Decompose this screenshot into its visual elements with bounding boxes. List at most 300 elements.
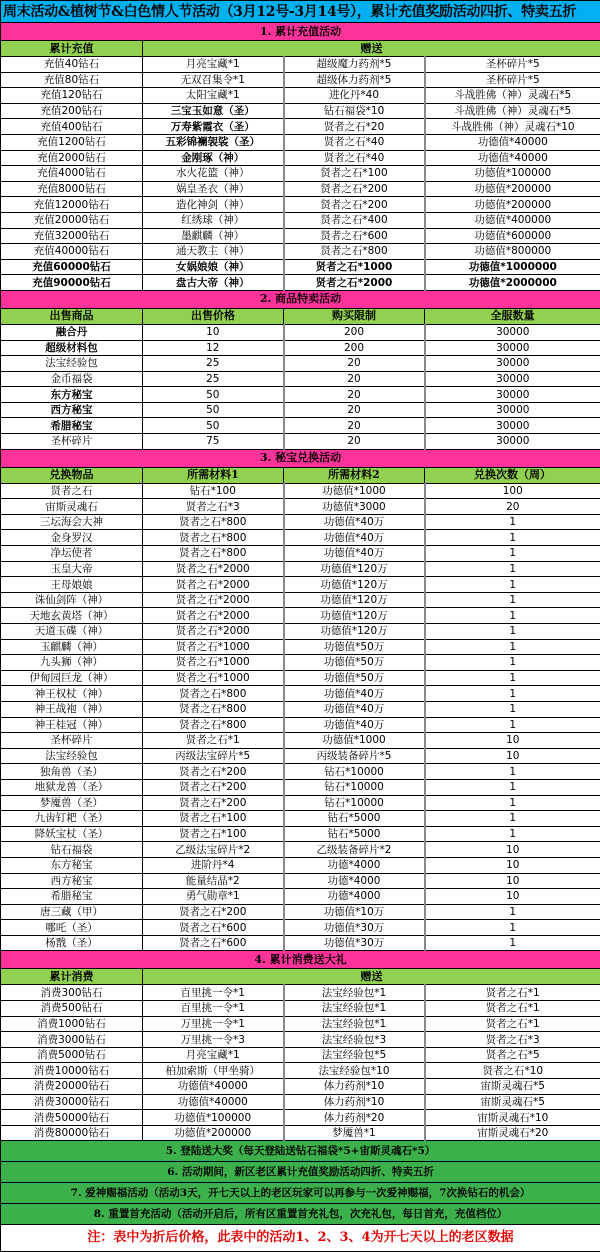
table-cell-c2: 功德值*120万	[284, 561, 425, 577]
section-4-rows	[1, 985, 600, 1141]
table-cell-c0: 圣杯碎片	[1, 733, 143, 749]
table-row	[1, 748, 600, 764]
table-cell-c3: 功德值*1000000	[425, 259, 600, 275]
table-cell-c3: 30000	[425, 340, 600, 356]
table-cell-c0: 神王权杖（神）	[1, 686, 143, 702]
table-cell-c0: 玉皇大帝	[1, 561, 143, 577]
table-row	[1, 985, 600, 1001]
table-cell-c2: 功德值*40万	[284, 701, 425, 717]
table-cell-c0: 独角兽（圣）	[1, 764, 143, 780]
table-cell-c2: 钻石*10000	[284, 779, 425, 795]
table-cell-c3: 1	[425, 577, 600, 593]
table-cell-c3: 1	[425, 639, 600, 655]
table-row	[1, 546, 600, 562]
section-3-title: 3. 秘宝兑换活动	[1, 449, 600, 467]
table-row	[1, 608, 600, 624]
section-1-rows	[1, 57, 600, 291]
table-cell-c2: 功德值*30万	[284, 920, 425, 936]
table-cell-c0: 充值8000钻石	[1, 181, 143, 197]
table-cell-c0: 三坛海会大神	[1, 514, 143, 530]
table-row	[1, 57, 600, 73]
table-cell-c0: 西方秘宝	[1, 873, 143, 889]
table-cell-c3: 圣杯碎片*5	[425, 72, 600, 88]
table-row	[1, 1001, 600, 1017]
table-row	[1, 561, 600, 577]
table-cell-c0: 唐三藏（甲）	[1, 904, 143, 920]
table-cell-c1: 贤者之石*2000	[143, 577, 284, 593]
table-cell-c2: 贤者之石*200	[284, 197, 425, 213]
table-row	[1, 134, 600, 150]
table-cell-c2: 钻石*10000	[284, 764, 425, 780]
table-cell-c1: 无双召集令*1	[143, 72, 284, 88]
table-row	[1, 514, 600, 530]
section-7-text: 7. 爱神赐福活动（活动3天，开七天以上的老区玩家可以再参与一次爱神赐福，7次换钻石的机会）	[1, 1183, 600, 1204]
table-cell-c3: 30000	[425, 356, 600, 372]
section-2-title: 2. 商品特卖活动	[1, 290, 600, 308]
table-cell-c1: 贤者之石*100	[143, 826, 284, 842]
table-row	[1, 592, 600, 608]
table-row	[1, 181, 600, 197]
table-cell-c1: 造化神剑（神）	[143, 197, 284, 213]
table-cell-c1: 贤者之石*200	[143, 764, 284, 780]
table-cell-c3: 1	[425, 779, 600, 795]
table-cell-c1: 女娲娘娘（神）	[143, 259, 284, 275]
table-cell-c1: 25	[143, 371, 284, 387]
section-1-title: 1. 累计充值活动	[1, 23, 600, 41]
table-cell-c3: 1	[425, 561, 600, 577]
table-cell-c1: 万寿紫霞衣（圣）	[143, 119, 284, 135]
table-cell-c0: 消费80000钻石	[1, 1125, 143, 1141]
table-cell-c1: 贤者之石*800	[143, 717, 284, 733]
section-8-text: 8. 重置首充活动（活动开启后，所有区重置首充礼包，次充礼包，每日首充，充值档位）	[1, 1204, 600, 1225]
col-header-item: 出售商品	[1, 308, 143, 324]
table-row	[1, 1032, 600, 1048]
table-cell-c1: 通天教主（神）	[143, 244, 284, 260]
table-cell-c1: 贤者之石*1000	[143, 639, 284, 655]
table-cell-c2: 功德值*50万	[284, 655, 425, 671]
table-cell-c1: 墨麒麟（神）	[143, 228, 284, 244]
table-cell-c2: 贤者之石*1000	[284, 259, 425, 275]
table-cell-c1: 红绣球（神）	[143, 212, 284, 228]
table-cell-c3: 贤者之石*10	[425, 1063, 600, 1079]
table-cell-c0: 充值20000钻石	[1, 212, 143, 228]
table-cell-c2: 乙级装备碎片*2	[284, 842, 425, 858]
table-cell-c2: 超级魔力药剂*5	[284, 57, 425, 73]
table-row	[1, 371, 600, 387]
table-cell-c1: 贤者之石*800	[143, 514, 284, 530]
table-row	[1, 72, 600, 88]
table-cell-c1: 贤者之石*2000	[143, 608, 284, 624]
section-2-rows	[1, 324, 600, 449]
table-cell-c0: 超级材料包	[1, 340, 143, 356]
table-row	[1, 1016, 600, 1032]
table-cell-c0: 消费10000钻石	[1, 1063, 143, 1079]
table-cell-c3: 1	[425, 546, 600, 562]
table-cell-c1: 太阳宝藏*1	[143, 88, 284, 104]
table-cell-c0: 哪吒（圣）	[1, 920, 143, 936]
table-row	[1, 935, 600, 951]
table-cell-c3: 功德值*100000	[425, 166, 600, 182]
table-cell-c1: 50	[143, 418, 284, 434]
table-row	[1, 166, 600, 182]
table-cell-c1: 贤者之石*200	[143, 904, 284, 920]
table-cell-c0: 西方秘宝	[1, 402, 143, 418]
table-cell-c2: 功德*4000	[284, 873, 425, 889]
table-cell-c1: 月亮宝藏*1	[143, 1047, 284, 1063]
table-cell-c0: 希腊秘宝	[1, 418, 143, 434]
table-cell-c3: 1	[425, 530, 600, 546]
table-cell-c2: 钻石*5000	[284, 811, 425, 827]
table-cell-c0: 九齿钉耙（圣）	[1, 811, 143, 827]
table-cell-c3: 1	[425, 686, 600, 702]
table-row	[1, 418, 600, 434]
table-cell-c0: 降妖宝杖（圣）	[1, 826, 143, 842]
table-cell-c1: 贤者之石*600	[143, 920, 284, 936]
table-cell-c3: 1	[425, 826, 600, 842]
table-cell-c2: 法宝经验包*10	[284, 1063, 425, 1079]
table-cell-c0: 东方秘宝	[1, 387, 143, 403]
table-cell-c1: 功德值*200000	[143, 1125, 284, 1141]
table-cell-c0: 充值80钻石	[1, 72, 143, 88]
table-cell-c0: 充值400钻石	[1, 119, 143, 135]
table-cell-c1: 金刚琢（神）	[143, 150, 284, 166]
table-row	[1, 530, 600, 546]
table-cell-c2: 20	[284, 387, 425, 403]
table-cell-c2: 功德*4000	[284, 889, 425, 905]
table-cell-c2: 贤者之石*40	[284, 150, 425, 166]
table-cell-c1: 贤者之石*600	[143, 935, 284, 951]
section-8-row	[1, 1204, 600, 1225]
table-cell-c0: 杨戬（圣）	[1, 935, 143, 951]
table-cell-c0: 圣杯碎片	[1, 434, 143, 450]
table-cell-c1: 贤者之石*3	[143, 499, 284, 515]
table-cell-c0: 充值12000钻石	[1, 197, 143, 213]
table-cell-c2: 功德值*120万	[284, 592, 425, 608]
table-row	[1, 1079, 600, 1095]
table-cell-c0: 金身罗汉	[1, 530, 143, 546]
col-header-gift: 赠送	[143, 41, 600, 57]
table-cell-c1: 百里挑一令*1	[143, 1001, 284, 1017]
table-cell-c0: 充值40000钻石	[1, 244, 143, 260]
table-row	[1, 434, 600, 450]
table-cell-c1: 75	[143, 434, 284, 450]
table-cell-c2: 法宝经验包*5	[284, 1047, 425, 1063]
table-cell-c2: 功德值*50万	[284, 639, 425, 655]
table-cell-c2: 贤者之石*400	[284, 212, 425, 228]
col-header-server-qty: 全服数量	[425, 308, 600, 324]
table-row	[1, 826, 600, 842]
table-cell-c0: 钻石福袋	[1, 842, 143, 858]
table-cell-c0: 消费20000钻石	[1, 1079, 143, 1095]
table-row	[1, 733, 600, 749]
table-cell-c2: 功德值*1000	[284, 483, 425, 499]
table-row	[1, 244, 600, 260]
table-cell-c1: 贤者之石*800	[143, 530, 284, 546]
table-cell-c1: 月亮宝藏*1	[143, 57, 284, 73]
table-cell-c3: 贤者之石*1	[425, 985, 600, 1001]
table-cell-c0: 消费50000钻石	[1, 1110, 143, 1126]
col-header-price: 出售价格	[143, 308, 284, 324]
table-cell-c1: 功德值*40000	[143, 1079, 284, 1095]
section-5-text: 5. 登陆送大奖（每天登陆送钻石福袋*5+宙斯灵魂石*5）	[1, 1141, 600, 1162]
table-cell-c2: 法宝经验包*3	[284, 1032, 425, 1048]
table-cell-c2: 钻石*10000	[284, 795, 425, 811]
table-cell-c3: 10	[425, 842, 600, 858]
table-cell-c0: 消费500钻石	[1, 1001, 143, 1017]
table-cell-c1: 贤者之石*1000	[143, 655, 284, 671]
section-3-col-headers	[1, 467, 600, 483]
table-cell-c1: 贤者之石*800	[143, 701, 284, 717]
table-cell-c1: 50	[143, 387, 284, 403]
table-cell-c2: 贤者之石*100	[284, 166, 425, 182]
table-row	[1, 259, 600, 275]
table-cell-c2: 法宝经验包*1	[284, 985, 425, 1001]
table-cell-c0: 充值4000钻石	[1, 166, 143, 182]
table-cell-c0: 消费5000钻石	[1, 1047, 143, 1063]
table-cell-c0: 充值200钻石	[1, 103, 143, 119]
table-cell-c2: 功德值*120万	[284, 608, 425, 624]
table-cell-c0: 天道玉碟（神）	[1, 624, 143, 640]
table-cell-c0: 伊甸园巨龙（神）	[1, 670, 143, 686]
table-cell-c2: 功德值*120万	[284, 624, 425, 640]
table-cell-c3: 30000	[425, 387, 600, 403]
table-row	[1, 119, 600, 135]
table-cell-c0: 融合丹	[1, 324, 143, 340]
table-cell-c0: 神王战袍（神）	[1, 701, 143, 717]
section-1-header	[1, 23, 600, 41]
table-row	[1, 197, 600, 213]
table-cell-c2: 功德值*120万	[284, 577, 425, 593]
table-row	[1, 402, 600, 418]
table-cell-c1: 贤者之石*1000	[143, 670, 284, 686]
table-cell-c2: 20	[284, 356, 425, 372]
table-cell-c2: 贤者之石*40	[284, 134, 425, 150]
table-row	[1, 1094, 600, 1110]
table-cell-c1: 乙级法宝碎片*2	[143, 842, 284, 858]
table-cell-c3: 1	[425, 655, 600, 671]
table-cell-c0: 金币福袋	[1, 371, 143, 387]
table-cell-c1: 勇气勋章*1	[143, 889, 284, 905]
table-cell-c1: 12	[143, 340, 284, 356]
table-cell-c0: 净坛使者	[1, 546, 143, 562]
table-cell-c3: 30000	[425, 402, 600, 418]
section-5-row	[1, 1141, 600, 1162]
table-cell-c3: 功德值*40000	[425, 134, 600, 150]
table-cell-c1: 万里挑一令*3	[143, 1032, 284, 1048]
table-cell-c3: 1	[425, 920, 600, 936]
table-cell-c0: 充值60000钻石	[1, 259, 143, 275]
table-cell-c3: 1	[425, 592, 600, 608]
table-cell-c2: 法宝经验包*1	[284, 1001, 425, 1017]
table-row	[1, 150, 600, 166]
table-row	[1, 639, 600, 655]
table-cell-c2: 功德值*1000	[284, 733, 425, 749]
table-cell-c2: 体力药剂*10	[284, 1079, 425, 1095]
table-cell-c1: 贤者之石*800	[143, 686, 284, 702]
table-cell-c3: 1	[425, 608, 600, 624]
table-cell-c1: 50	[143, 402, 284, 418]
table-cell-c0: 天地玄黄塔（神）	[1, 608, 143, 624]
table-cell-c3: 宙斯灵魂石*10	[425, 1110, 600, 1126]
table-cell-c3: 宙斯灵魂石*5	[425, 1079, 600, 1095]
col-header-weekly-count: 兑换次数（周）	[425, 467, 600, 483]
page-title: 周末活动&植树节&白色情人节活动（3月12号-3月14号），累计充值奖励活动四折、特卖五折	[1, 1, 600, 23]
table-row	[1, 1063, 600, 1079]
table-cell-c0: 贤者之石	[1, 483, 143, 499]
table-cell-c2: 钻石*5000	[284, 826, 425, 842]
table-cell-c3: 功德值*800000	[425, 244, 600, 260]
col-header-material-1: 所需材料1	[143, 467, 284, 483]
table-cell-c3: 斗战胜佛（神）灵魂石*5	[425, 103, 600, 119]
table-row	[1, 701, 600, 717]
table-row	[1, 1125, 600, 1141]
table-row	[1, 1047, 600, 1063]
table-row	[1, 212, 600, 228]
table-row	[1, 275, 600, 291]
table-cell-c2: 超级体力药剂*5	[284, 72, 425, 88]
table-cell-c2: 法宝经验包*1	[284, 1016, 425, 1032]
table-row	[1, 483, 600, 499]
table-cell-c3: 10	[425, 733, 600, 749]
table-cell-c2: 贤者之石*20	[284, 119, 425, 135]
table-row	[1, 904, 600, 920]
table-cell-c1: 25	[143, 356, 284, 372]
table-cell-c1: 贤者之石*100	[143, 811, 284, 827]
table-cell-c2: 体力药剂*20	[284, 1110, 425, 1126]
table-cell-c0: 充值90000钻石	[1, 275, 143, 291]
table-row	[1, 655, 600, 671]
table-cell-c1: 能量结晶*2	[143, 873, 284, 889]
table-cell-c0: 王母娘娘	[1, 577, 143, 593]
table-cell-c1: 10	[143, 324, 284, 340]
table-cell-c2: 20	[284, 371, 425, 387]
col-header-spend-gift: 赠送	[143, 969, 600, 985]
title-row	[1, 1, 600, 23]
table-cell-c2: 功德*4000	[284, 857, 425, 873]
table-cell-c2: 贤者之石*2000	[284, 275, 425, 291]
col-header-recharge: 累计充值	[1, 41, 143, 57]
table-cell-c0: 消费3000钻石	[1, 1032, 143, 1048]
table-cell-c2: 20	[284, 418, 425, 434]
table-cell-c0: 充值2000钻石	[1, 150, 143, 166]
section-7-row	[1, 1183, 600, 1204]
table-cell-c0: 九头狮（神）	[1, 655, 143, 671]
table-row	[1, 779, 600, 795]
table-cell-c3: 宙斯灵魂石*5	[425, 1094, 600, 1110]
table-cell-c3: 功德值*200000	[425, 181, 600, 197]
table-row	[1, 577, 600, 593]
table-cell-c0: 消费30000钻石	[1, 1094, 143, 1110]
table-cell-c1: 功德值*40000	[143, 1094, 284, 1110]
table-cell-c1: 百里挑一令*1	[143, 985, 284, 1001]
table-row	[1, 356, 600, 372]
table-row	[1, 889, 600, 905]
table-cell-c2: 丙级装备碎片*5	[284, 748, 425, 764]
table-cell-c2: 功德值*40万	[284, 514, 425, 530]
table-cell-c3: 宙斯灵魂石*20	[425, 1125, 600, 1141]
table-cell-c3: 30000	[425, 371, 600, 387]
section-4-header	[1, 951, 600, 969]
table-row	[1, 920, 600, 936]
table-cell-c1: 贤者之石*800	[143, 546, 284, 562]
table-cell-c3: 功德值*400000	[425, 212, 600, 228]
table-row	[1, 387, 600, 403]
table-row	[1, 717, 600, 733]
table-cell-c2: 钻石福袋*10	[284, 103, 425, 119]
table-row	[1, 340, 600, 356]
table-row	[1, 670, 600, 686]
table-cell-c3: 10	[425, 748, 600, 764]
table-cell-c3: 功德值*200000	[425, 197, 600, 213]
table-cell-c2: 进化丹*40	[284, 88, 425, 104]
table-cell-c3: 贤者之石*1	[425, 1001, 600, 1017]
table-cell-c3: 1	[425, 514, 600, 530]
section-6-text: 6. 活动期间，新区老区累计充值奖励活动四折、特卖五折	[1, 1162, 600, 1183]
table-row	[1, 1110, 600, 1126]
table-cell-c0: 充值120钻石	[1, 88, 143, 104]
table-cell-c2: 20	[284, 434, 425, 450]
table-cell-c2: 200	[284, 340, 425, 356]
table-cell-c2: 体力药剂*10	[284, 1094, 425, 1110]
table-cell-c3: 1	[425, 795, 600, 811]
table-cell-c1: 娲皇圣衣（神）	[143, 181, 284, 197]
table-row	[1, 499, 600, 515]
table-cell-c3: 10	[425, 873, 600, 889]
table-cell-c0: 法宝经验包	[1, 356, 143, 372]
table-cell-c0: 消费1000钻石	[1, 1016, 143, 1032]
table-cell-c3: 1	[425, 935, 600, 951]
table-cell-c2: 功德值*40万	[284, 717, 425, 733]
table-cell-c1: 贤者之石*1	[143, 733, 284, 749]
table-cell-c3: 1	[425, 717, 600, 733]
table-cell-c0: 充值32000钻石	[1, 228, 143, 244]
table-cell-c1: 万里挑一令*1	[143, 1016, 284, 1032]
table-cell-c1: 贤者之石*200	[143, 795, 284, 811]
table-row	[1, 324, 600, 340]
note-row	[1, 1225, 600, 1252]
table-cell-c2: 功德值*40万	[284, 546, 425, 562]
table-cell-c2: 20	[284, 402, 425, 418]
table-cell-c3: 贤者之石*5	[425, 1047, 600, 1063]
table-cell-c2: 功德值*50万	[284, 670, 425, 686]
table-cell-c0: 诛仙剑阵（神）	[1, 592, 143, 608]
table-cell-c3: 圣杯碎片*5	[425, 57, 600, 73]
table-cell-c1: 水火花篮（神）	[143, 166, 284, 182]
table-cell-c3: 30000	[425, 418, 600, 434]
table-cell-c2: 功德值*30万	[284, 935, 425, 951]
table-cell-c3: 20	[425, 499, 600, 515]
table-row	[1, 686, 600, 702]
table-cell-c3: 10	[425, 857, 600, 873]
table-cell-c0: 梦魇兽（圣）	[1, 795, 143, 811]
section-4-title: 4. 累计消费送大礼	[1, 951, 600, 969]
col-header-limit: 购买限制	[284, 308, 425, 324]
table-row	[1, 228, 600, 244]
section-3-header	[1, 449, 600, 467]
table-cell-c2: 功德值*40万	[284, 686, 425, 702]
table-cell-c2: 200	[284, 324, 425, 340]
table-cell-c3: 1	[425, 764, 600, 780]
table-row	[1, 795, 600, 811]
table-cell-c2: 功德值*10万	[284, 904, 425, 920]
table-cell-c1: 柏加索斯（甲坐骑）	[143, 1063, 284, 1079]
table-cell-c3: 贤者之石*3	[425, 1032, 600, 1048]
table-cell-c0: 地狱龙兽（圣）	[1, 779, 143, 795]
table-cell-c2: 功德值*3000	[284, 499, 425, 515]
table-cell-c0: 神王桂冠（神）	[1, 717, 143, 733]
col-header-spend: 累计消费	[1, 969, 143, 985]
table-cell-c3: 斗战胜佛（神）灵魂石*10	[425, 119, 600, 135]
